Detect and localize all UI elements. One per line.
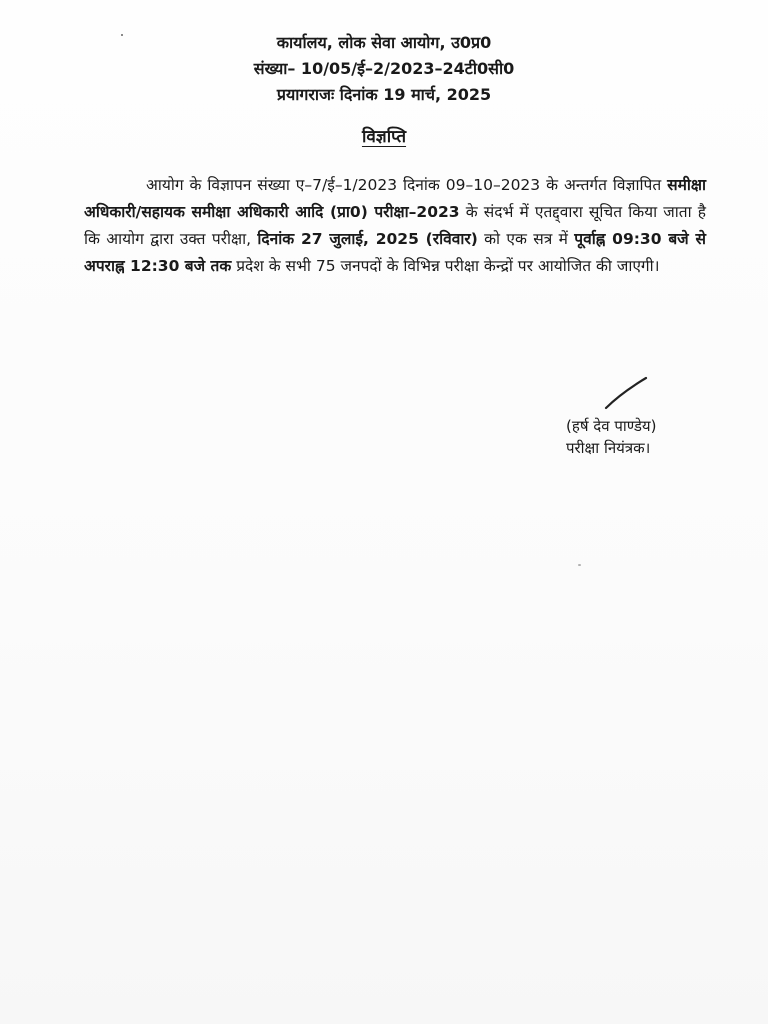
body-text-3: को एक सत्र में (477, 230, 575, 248)
office-header (0, 30, 768, 108)
body-text-4: प्रदेश के सभी 75 जनपदों के विभिन्न परीक्षा केन्द्रों पर आयोजित की जाएगी। (231, 257, 660, 275)
body-exam-time: पूर्वाह्न 09:30 बजे से अपराह्न 12:30 बजे तक (84, 230, 706, 275)
signature-block (560, 374, 720, 464)
signature-mark (602, 374, 652, 414)
signatory-name: (हर्ष देव पाण्डेय) (566, 417, 657, 435)
signatory-role: परीक्षा नियंत्रक। (566, 439, 651, 457)
notice-body (84, 172, 706, 280)
body-text-1: आयोग के विज्ञापन संख्या ए–7/ई–1/2023 दिनांक 09–10–2023 के अन्तर्गत विज्ञापित (146, 176, 668, 194)
notice-title: विज्ञप्ति (361, 127, 407, 147)
body-text-2: के संदर्भ में एतद्द्वारा सूचित किया जाता है कि आयोग द्वारा उक्त परीक्षा, (84, 203, 706, 248)
body-exam-name: समीक्षा अधिकारी/सहायक समीक्षा अधिकारी आदि (प्रा0) परीक्षा–2023 (84, 176, 706, 221)
place-and-date: प्रयागराजः दिनांक 19 मार्च, 2025 (276, 85, 492, 104)
body-exam-date: दिनांक 27 जुलाई, 2025 (रविवार) (257, 230, 478, 248)
office-name: कार्यालय, लोक सेवा आयोग, उ0प्र0 (276, 33, 492, 52)
reference-number: संख्या– 10/05/ई–2/2023–24टी0सी0 (253, 59, 515, 78)
scan-speck (578, 564, 581, 566)
